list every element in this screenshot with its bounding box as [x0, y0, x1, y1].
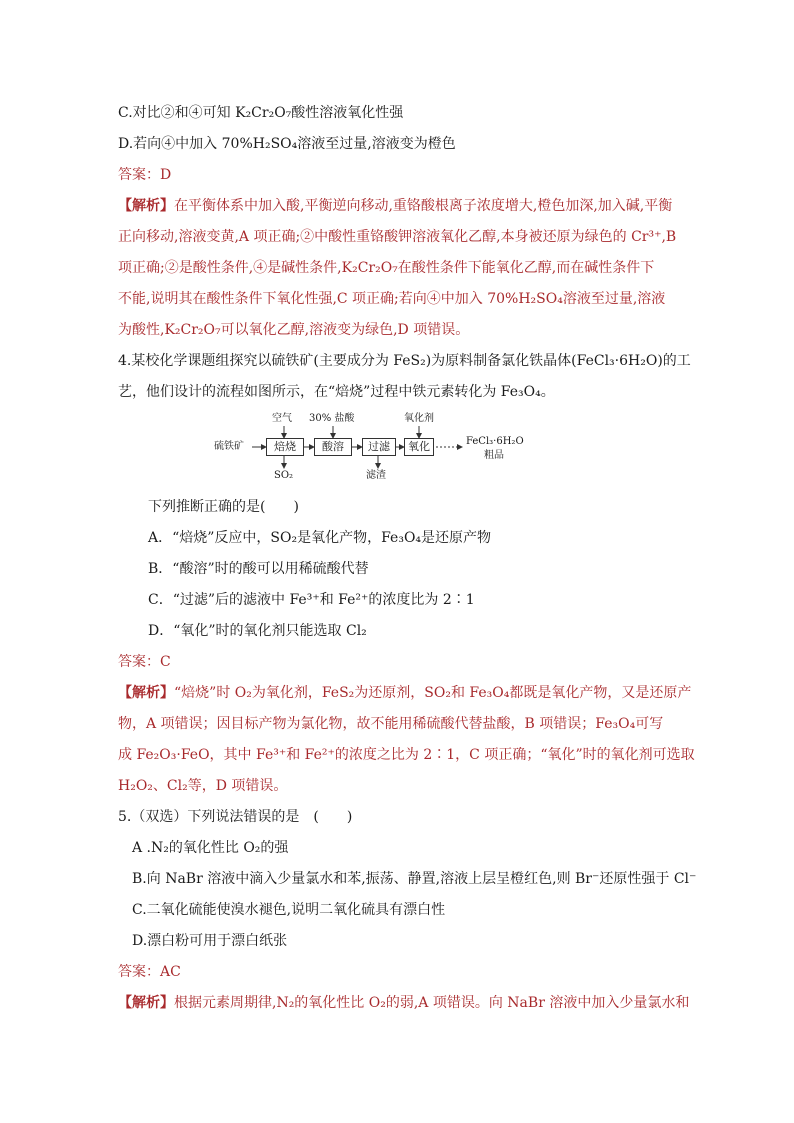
- analysis-prev-line-1: [118, 196, 672, 216]
- flow-product-crude: 粗品: [484, 450, 504, 461]
- q5-answer: 答案：AC: [118, 964, 181, 980]
- flow-product-formula: FeCl₃·6H₂O: [466, 436, 524, 447]
- flow-start: 硫铁矿: [214, 441, 244, 452]
- q5-option-c: C.二氧化硫能使溴水褪色,说明二氧化硫具有漂白性: [132, 902, 446, 918]
- q5-stem: 5.（双选）下列说法错误的是 ( ): [118, 809, 353, 825]
- q5-analysis-line-1: [118, 993, 689, 1013]
- q5-option-d: D.漂白粉可用于漂白纸张: [132, 933, 288, 949]
- flow-step-acid: 酸溶: [314, 438, 352, 456]
- flow-input-hcl: 30% 盐酸: [309, 413, 355, 424]
- flow-input-oxidant: 氧化剂: [404, 413, 434, 424]
- flow-input-air: 空气: [272, 413, 292, 424]
- analysis-tag: 【解析】: [118, 198, 174, 214]
- q4-option-b: B．“酸溶”时的酸可以用稀硫酸代替: [148, 561, 369, 577]
- q4-analysis-line-2: 物，A 项错误；因目标产物为氯化物，故不能用稀硫酸代替盐酸，B 项错误；Fe₃O₄可写: [118, 716, 664, 732]
- q5-option-a: A .N₂的氧化性比 O₂的强: [132, 840, 289, 856]
- q4-answer: 答案：C: [118, 654, 171, 670]
- analysis-tag: 【解析】: [118, 685, 174, 701]
- q4-stem-line-2: 艺，他们设计的流程如图所示，在“焙烧”过程中铁元素转化为 Fe₃O₄。: [118, 384, 555, 400]
- analysis-text: 根据元素周期律,N₂的氧化性比 O₂的弱,A 项错误。向 NaBr 溶液中加入少量氯水和: [174, 995, 690, 1011]
- analysis-text: 在平衡体系中加入酸,平衡逆向移动,重铬酸根离子浓度增大,橙色加深,加入碱,平衡: [174, 198, 673, 214]
- flow-step-roast: 焙烧: [266, 438, 304, 456]
- flow-step-filter: 过滤: [362, 438, 396, 456]
- flow-step-oxidize: 氧化: [404, 438, 434, 456]
- answer-prev: 答案：D: [118, 167, 172, 183]
- flow-diagram: [214, 412, 544, 486]
- q4-stem-line-1: 4.某校化学课题组探究以硫铁矿(主要成分为 FeS₂)为原料制备氯化铁晶体(FeCl₃·6H₂O)的工: [118, 353, 691, 369]
- option-c-prev: C.对比②和④可知 K₂Cr₂O₇酸性溶液氧化性强: [118, 105, 404, 121]
- q4-analysis-line-4: H₂O₂、Cl₂等，D 项错误。: [118, 778, 288, 794]
- option-d-prev: D.若向④中加入 70%H₂SO₄溶液至过量,溶液变为橙色: [118, 136, 456, 152]
- q4-option-c: C．“过滤”后的滤液中 Fe³⁺和 Fe²⁺的浓度比为 2∶1: [148, 592, 475, 608]
- q4-option-d: D．“氧化”时的氧化剂只能选取 Cl₂: [148, 623, 367, 639]
- analysis-prev-line-4: 不能,说明其在酸性条件下氧化性强,C 项正确;若向④中加入 70%H₂SO₄溶液至过量,溶液: [118, 291, 666, 307]
- flow-output-so2: SO₂: [274, 470, 294, 481]
- analysis-text: “焙烧”时 O₂为氧化剂，FeS₂为还原剂，SO₂和 Fe₃O₄都既是氧化产物，又是还原产: [174, 685, 692, 701]
- analysis-prev-line-3: 项正确;②是酸性条件,④是碱性条件,K₂Cr₂O₇在酸性条件下能氧化乙醇,而在碱性条件下: [118, 260, 655, 276]
- q4-option-a: A．“焙烧”反应中，SO₂是氧化产物，Fe₃O₄是还原产物: [148, 530, 492, 546]
- analysis-prev-line-5: 为酸性,K₂Cr₂O₇可以氧化乙醇,溶液变为绿色,D 项错误。: [118, 322, 470, 338]
- flow-output-residue: 滤渣: [366, 470, 386, 481]
- analysis-prev-line-2: 正向移动,溶液变黄,A 项正确;②中酸性重铬酸钾溶液氧化乙醇,本身被还原为绿色的 Cr³⁺,B: [118, 229, 677, 245]
- analysis-tag: 【解析】: [118, 995, 174, 1011]
- q4-analysis-line-3: 成 Fe₂O₃·FeO，其中 Fe³⁺和 Fe²⁺的浓度之比为 2∶1，C 项正确；“氧化”时的氧化剂可选取: [118, 747, 695, 763]
- q5-option-b: B.向 NaBr 溶液中滴入少量氯水和苯,振荡、静置,溶液上层呈橙红色,则 Br⁻还原性强于 Cl⁻: [132, 871, 697, 887]
- q4-prompt: 下列推断正确的是( ): [148, 499, 299, 515]
- q4-analysis-line-1: [118, 683, 691, 703]
